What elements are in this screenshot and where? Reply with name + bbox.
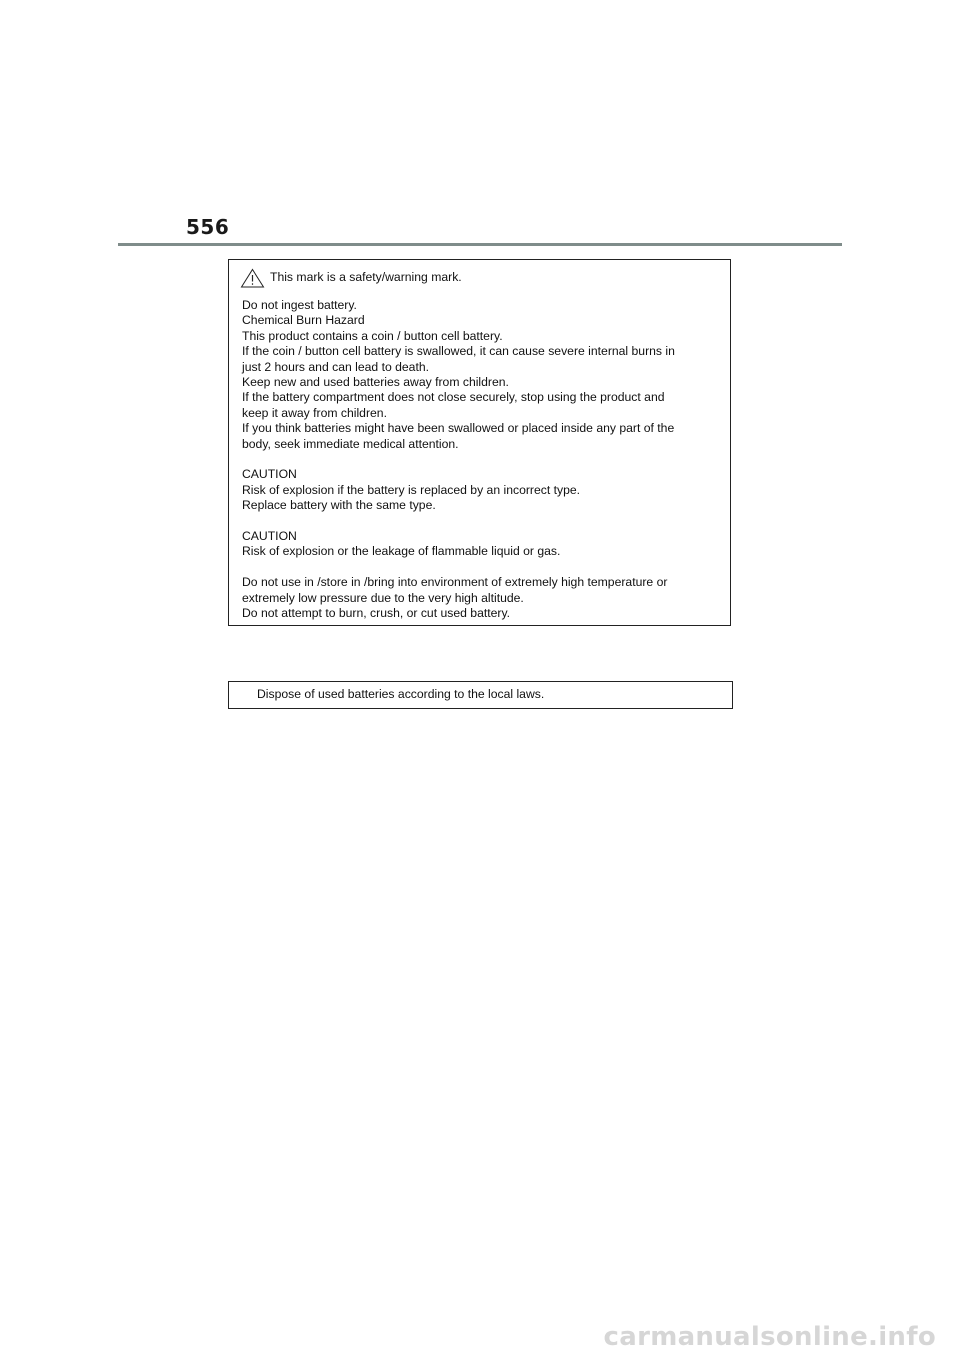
ingest-warning-paragraph [242,298,718,452]
dispose-box [228,681,733,709]
text-line: If the coin / button cell battery is swallowed, it can cause severe internal burns in [242,344,675,359]
text-line: Do not use in /store in /bring into environment of extremely high temperature or [242,575,668,590]
text-line: CAUTION [242,467,297,482]
text-line: Replace battery with the same type. [242,498,436,513]
warning-triangle-icon [240,268,265,288]
dispose-text: Dispose of used batteries according to the local laws. [257,687,545,701]
caution-explosion-paragraph [242,529,718,560]
battery-warning-box [228,259,731,626]
text-line: Do not attempt to burn, crush, or cut used battery. [242,606,511,621]
safety-mark-text: This mark is a safety/warning mark. [270,270,462,285]
text-line: extremely low pressure due to the very high altitude. [242,590,524,605]
watermark: carmanualsonline.info [603,1322,936,1352]
environment-warning-paragraph [242,575,718,621]
text-line: Risk of explosion if the battery is replaced by an incorrect type. [242,482,581,497]
text-line: This product contains a coin / button cell battery. [242,328,503,343]
text-line: just 2 hours and can lead to death. [242,359,430,374]
safety-mark-line [242,268,718,288]
text-line: Keep new and used batteries away from children. [242,375,509,390]
text-line: body, seek immediate medical attention. [242,436,459,451]
text-line: If the battery compartment does not close securely, stop using the product and [242,390,665,405]
text-line: Risk of explosion or the leakage of flammable liquid or gas. [242,544,561,559]
text-line: CAUTION [242,529,297,544]
text-line: If you think batteries might have been swallowed or placed inside any part of the [242,421,675,436]
text-line: Chemical Burn Hazard [242,313,365,328]
header-rule [118,243,842,246]
text-line: Do not ingest battery. [242,298,357,312]
text-line: keep it away from children. [242,405,387,420]
caution-replacement-paragraph [242,467,718,513]
page-number: 556 [186,215,230,239]
